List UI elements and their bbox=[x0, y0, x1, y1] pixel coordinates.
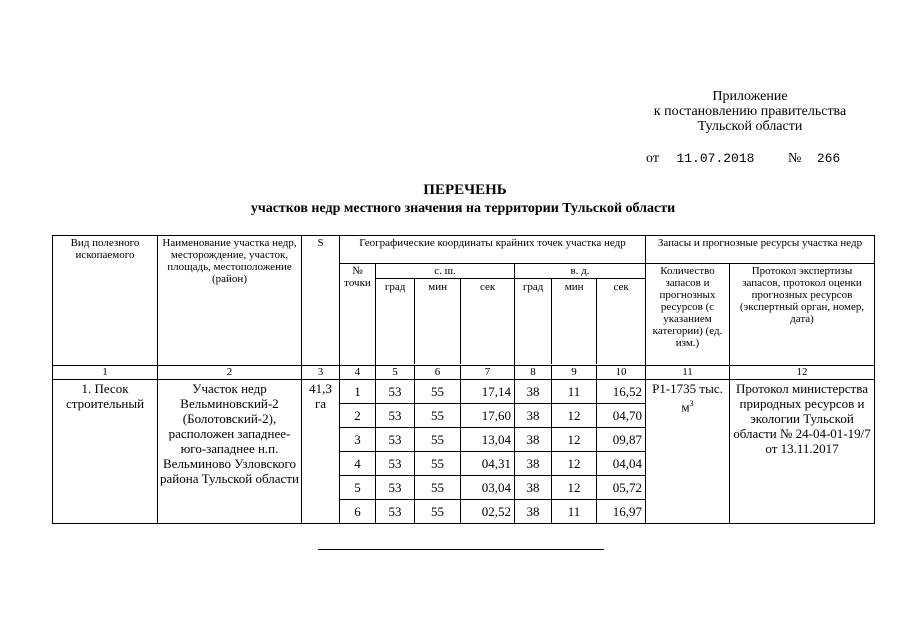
lat-deg: 53 bbox=[376, 476, 415, 500]
lat-min: 55 bbox=[415, 452, 461, 476]
header-north-lat-units bbox=[376, 279, 514, 364]
point-no: 4 bbox=[340, 452, 376, 476]
column-number: 12 bbox=[730, 366, 875, 380]
lat-sec: 17,60 bbox=[461, 404, 515, 428]
reserves-unit-superscript: 3 bbox=[689, 399, 694, 408]
column-number: 9 bbox=[552, 366, 597, 380]
lon-sec: 05,72 bbox=[597, 476, 646, 500]
header-lat-sec: сек bbox=[479, 281, 496, 293]
lon-sec: 16,97 bbox=[597, 500, 646, 524]
header-area-name: Наименование участка недр, месторождение, участок, площадь, местоположение (район) bbox=[158, 236, 302, 366]
lat-deg: 53 bbox=[376, 380, 415, 404]
lon-sec: 16,52 bbox=[597, 380, 646, 404]
lon-min: 12 bbox=[552, 476, 597, 500]
column-number: 3 bbox=[302, 366, 340, 380]
header-east-lon: в. д. bbox=[515, 264, 645, 279]
header-east-lon-group bbox=[515, 264, 646, 366]
lon-deg: 38 bbox=[515, 452, 552, 476]
lon-deg: 38 bbox=[515, 380, 552, 404]
lat-sec: 03,04 bbox=[461, 476, 515, 500]
lon-min: 11 bbox=[552, 380, 597, 404]
table-row bbox=[53, 380, 875, 404]
reserves-qty-cell bbox=[646, 380, 730, 524]
lat-min: 55 bbox=[415, 428, 461, 452]
point-no: 3 bbox=[340, 428, 376, 452]
lon-deg: 38 bbox=[515, 476, 552, 500]
header-lat-deg: град bbox=[376, 279, 415, 364]
column-number: 10 bbox=[597, 366, 646, 380]
lat-min: 55 bbox=[415, 500, 461, 524]
header-mineral-type: Вид полезного ископаемого bbox=[53, 236, 158, 366]
lat-deg: 53 bbox=[376, 428, 415, 452]
document-title: ПЕРЕЧЕНЬ bbox=[423, 182, 507, 198]
lon-deg: 38 bbox=[515, 428, 552, 452]
lat-sec: 13,04 bbox=[461, 428, 515, 452]
decree-number: 266 bbox=[816, 151, 841, 166]
column-number: 5 bbox=[376, 366, 415, 380]
decree-from-label: от bbox=[646, 151, 659, 166]
column-number: 2 bbox=[158, 366, 302, 380]
lon-sec: 09,87 bbox=[597, 428, 646, 452]
area-value: 41,3 bbox=[309, 381, 332, 396]
area-unit: га bbox=[314, 396, 327, 411]
appendix-line-1: Приложение bbox=[712, 89, 788, 104]
signature-line bbox=[318, 549, 604, 550]
lat-min: 55 bbox=[415, 404, 461, 428]
lon-min: 12 bbox=[552, 404, 597, 428]
lon-sec: 04,70 bbox=[597, 404, 646, 428]
column-number: 4 bbox=[340, 366, 376, 380]
reserves-value: Р1-1735 тыс. м bbox=[652, 381, 723, 415]
lat-sec: 02,52 bbox=[461, 500, 515, 524]
header-point-no: № точки bbox=[340, 264, 376, 366]
header-lat-min: мин bbox=[415, 279, 461, 364]
expert-protocol-cell: Протокол министерства природных ресурсов и экологии Тульской области № 24-04-01-19/7 от 13.11.2017 bbox=[730, 380, 875, 524]
header-s: S bbox=[302, 236, 340, 366]
appendix-line-2: к постановлению правительства bbox=[653, 104, 847, 119]
subsoil-areas-table bbox=[52, 235, 875, 524]
header-row-1 bbox=[53, 236, 875, 264]
column-number: 7 bbox=[461, 366, 515, 380]
header-lon-min: мин bbox=[552, 279, 597, 364]
appendix-line-3: Тульской области bbox=[697, 119, 803, 134]
document-subtitle: участков недр местного значения на территории Тульской области bbox=[250, 201, 676, 216]
lat-sec: 04,31 bbox=[461, 452, 515, 476]
lon-sec: 04,04 bbox=[597, 452, 646, 476]
mineral-type-cell: 1. Песок строительный bbox=[53, 380, 158, 524]
column-number-row bbox=[53, 366, 875, 380]
header-reserves-qty: Количество запасов и прогнозных ресурсов (с указанием категории) (ед. изм.) bbox=[646, 264, 730, 366]
lat-min: 55 bbox=[415, 380, 461, 404]
lon-min: 12 bbox=[552, 428, 597, 452]
column-number: 6 bbox=[415, 366, 461, 380]
lat-min: 55 bbox=[415, 476, 461, 500]
header-expert-protocol: Протокол экспертизы запасов, протокол оценки прогнозных ресурсов (экспертный орган, номер, дата) bbox=[730, 264, 875, 366]
lat-deg: 53 bbox=[376, 404, 415, 428]
point-no: 1 bbox=[340, 380, 376, 404]
area-description-cell: Участок недр Вельминовский-2 (Болотовский-2), расположен западнее-юго-западнее н.п. Вельминово Узловского района Тульской области bbox=[158, 380, 302, 524]
point-no: 5 bbox=[340, 476, 376, 500]
lon-deg: 38 bbox=[515, 500, 552, 524]
header-lon-sec: сек bbox=[613, 281, 629, 293]
column-number: 8 bbox=[515, 366, 552, 380]
header-reserves: Запасы и прогнозные ресурсы участка недр bbox=[646, 236, 875, 264]
point-no: 6 bbox=[340, 500, 376, 524]
appendix-header bbox=[600, 89, 900, 134]
header-north-lat: с. ш. bbox=[376, 264, 514, 279]
column-number: 11 bbox=[646, 366, 730, 380]
column-number: 1 bbox=[53, 366, 158, 380]
lat-deg: 53 bbox=[376, 452, 415, 476]
decree-date: 11.07.2018 bbox=[676, 151, 755, 166]
header-lon-deg: град bbox=[515, 279, 552, 364]
header-geo-coords: Географические координаты крайних точек участка недр bbox=[340, 236, 646, 264]
header-north-lat-group bbox=[376, 264, 515, 366]
point-no: 2 bbox=[340, 404, 376, 428]
lat-deg: 53 bbox=[376, 500, 415, 524]
decree-number-sign: № bbox=[787, 151, 802, 166]
header-east-lon-units bbox=[515, 279, 645, 364]
lon-min: 11 bbox=[552, 500, 597, 524]
lat-sec: 17,14 bbox=[461, 380, 515, 404]
lon-deg: 38 bbox=[515, 404, 552, 428]
lon-min: 12 bbox=[552, 452, 597, 476]
decree-line bbox=[646, 151, 840, 167]
area-size-cell bbox=[302, 380, 340, 524]
